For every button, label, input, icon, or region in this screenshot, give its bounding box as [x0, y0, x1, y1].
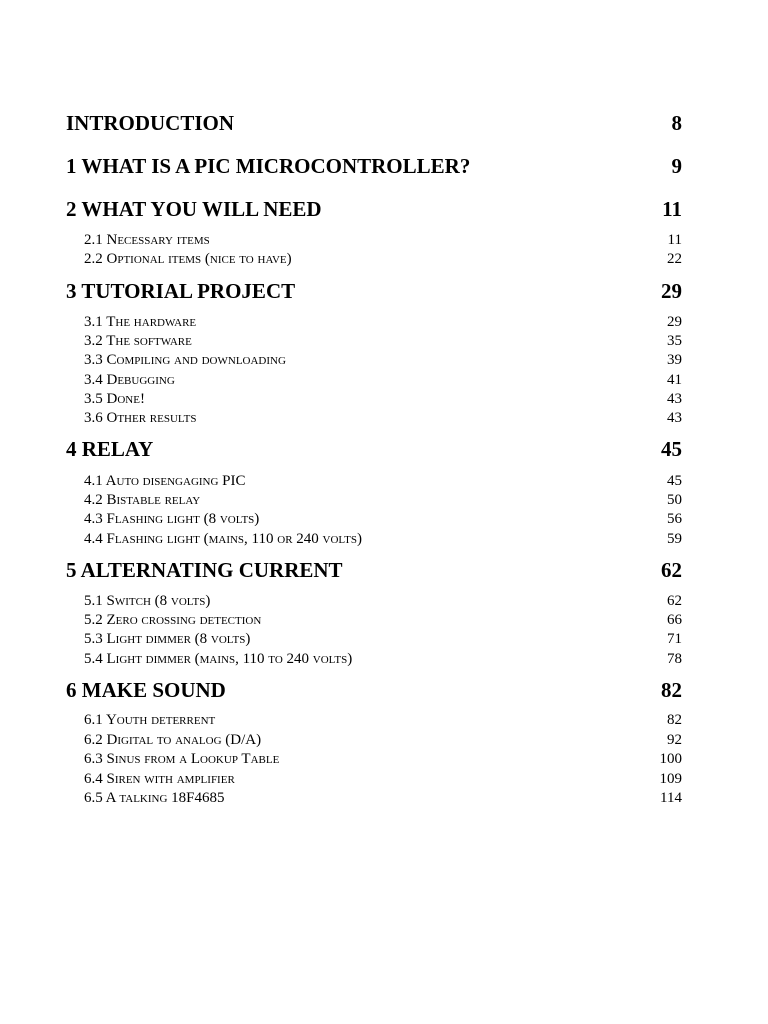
chapter-title: 2 WHAT YOU WILL NEED [66, 197, 322, 221]
toc-section-5-3[interactable] [84, 630, 682, 648]
chapter-page-number: 11 [662, 197, 682, 221]
toc-chapter-introduction[interactable] [66, 111, 682, 135]
chapter-title: 4 RELAY [66, 437, 154, 461]
toc-section-5-2[interactable] [84, 611, 682, 629]
section-page-number: 92 [667, 732, 682, 748]
section-page-number: 114 [660, 790, 682, 806]
chapter-title: INTRODUCTION [66, 111, 235, 135]
toc-chapter-6[interactable] [66, 678, 682, 702]
section-title: 4.1 Auto disengaging PIC [84, 473, 246, 489]
section-title: 2.2 Optional items (nice to have) [84, 251, 292, 267]
section-title: 4.2 Bistable relay [84, 492, 201, 508]
toc-section-2-1[interactable] [84, 231, 682, 249]
section-page-number: 82 [667, 712, 682, 728]
toc-chapter-2[interactable] [66, 197, 682, 221]
section-title: 4.3 Flashing light (8 volts) [84, 511, 260, 527]
section-title: 3.2 The software [84, 333, 192, 349]
section-title: 6.4 Siren with amplifier [84, 771, 235, 787]
section-title: 6.5 A talking 18F4685 [84, 790, 225, 806]
section-title: 3.4 Debugging [84, 372, 175, 388]
chapter-title: 6 MAKE SOUND [66, 678, 226, 702]
toc-section-4-4[interactable] [84, 530, 682, 548]
toc-section-3-3[interactable] [84, 351, 682, 369]
toc-chapter-5[interactable] [66, 558, 682, 582]
toc-section-6-5[interactable] [84, 789, 682, 807]
section-page-number: 35 [667, 333, 682, 349]
section-title: 4.4 Flashing light (mains, 110 or 240 volts) [84, 531, 362, 547]
chapter-title: 5 ALTERNATING CURRENT [66, 558, 343, 582]
chapter-page-number: 62 [661, 558, 682, 582]
toc-section-3-6[interactable] [84, 409, 682, 427]
section-page-number: 71 [667, 631, 682, 647]
toc-chapter-3[interactable] [66, 279, 682, 303]
section-title: 3.6 Other results [84, 410, 197, 426]
toc-section-3-1[interactable] [84, 313, 682, 331]
section-title: 6.2 Digital to analog (D/A) [84, 732, 262, 748]
chapter-page-number: 9 [671, 154, 682, 178]
section-page-number: 62 [667, 593, 682, 609]
toc-section-6-4[interactable] [84, 770, 682, 788]
section-page-number: 43 [667, 410, 682, 426]
toc-section-3-2[interactable] [84, 332, 682, 350]
section-title: 3.5 Done! [84, 391, 145, 407]
toc-section-3-4[interactable] [84, 371, 682, 389]
section-title: 5.2 Zero crossing detection [84, 612, 262, 628]
section-title: 6.1 Youth deterrent [84, 712, 216, 728]
section-page-number: 11 [667, 232, 682, 248]
section-page-number: 50 [667, 492, 682, 508]
toc-section-2-2[interactable] [84, 250, 682, 268]
section-page-number: 78 [667, 651, 682, 667]
chapter-page-number: 45 [661, 437, 682, 461]
section-title: 5.1 Switch (8 volts) [84, 593, 211, 609]
toc-section-6-3[interactable] [84, 750, 682, 768]
section-title: 3.1 The hardware [84, 314, 197, 330]
chapter-page-number: 82 [661, 678, 682, 702]
toc-section-5-4[interactable] [84, 650, 682, 668]
toc-section-3-5[interactable] [84, 390, 682, 408]
toc-section-4-2[interactable] [84, 491, 682, 509]
section-title: 3.3 Compiling and downloading [84, 352, 286, 368]
section-page-number: 43 [667, 391, 682, 407]
section-page-number: 41 [667, 372, 682, 388]
toc-section-6-2[interactable] [84, 731, 682, 749]
chapter-page-number: 8 [671, 111, 682, 135]
toc-section-4-3[interactable] [84, 510, 682, 528]
section-title: 6.3 Sinus from a Lookup Table [84, 751, 280, 767]
toc-chapter-1[interactable] [66, 154, 682, 178]
section-page-number: 45 [667, 473, 682, 489]
toc-section-6-1[interactable] [84, 711, 682, 729]
toc-chapter-4[interactable] [66, 437, 682, 461]
section-page-number: 29 [667, 314, 682, 330]
section-page-number: 39 [667, 352, 682, 368]
chapter-title: 3 TUTORIAL PROJECT [66, 279, 296, 303]
chapter-title: 1 WHAT IS A PIC MICROCONTROLLER? [66, 154, 471, 178]
section-title: 5.3 Light dimmer (8 volts) [84, 631, 251, 647]
section-title: 2.1 Necessary items [84, 232, 210, 248]
section-title: 5.4 Light dimmer (mains, 110 to 240 volts) [84, 651, 353, 667]
section-page-number: 59 [667, 531, 682, 547]
toc-section-5-1[interactable] [84, 592, 682, 610]
section-page-number: 66 [667, 612, 682, 628]
chapter-page-number: 29 [661, 279, 682, 303]
section-page-number: 22 [667, 251, 682, 267]
section-page-number: 56 [667, 511, 682, 527]
section-page-number: 100 [659, 751, 682, 767]
section-page-number: 109 [659, 771, 682, 787]
toc-section-4-1[interactable] [84, 472, 682, 490]
